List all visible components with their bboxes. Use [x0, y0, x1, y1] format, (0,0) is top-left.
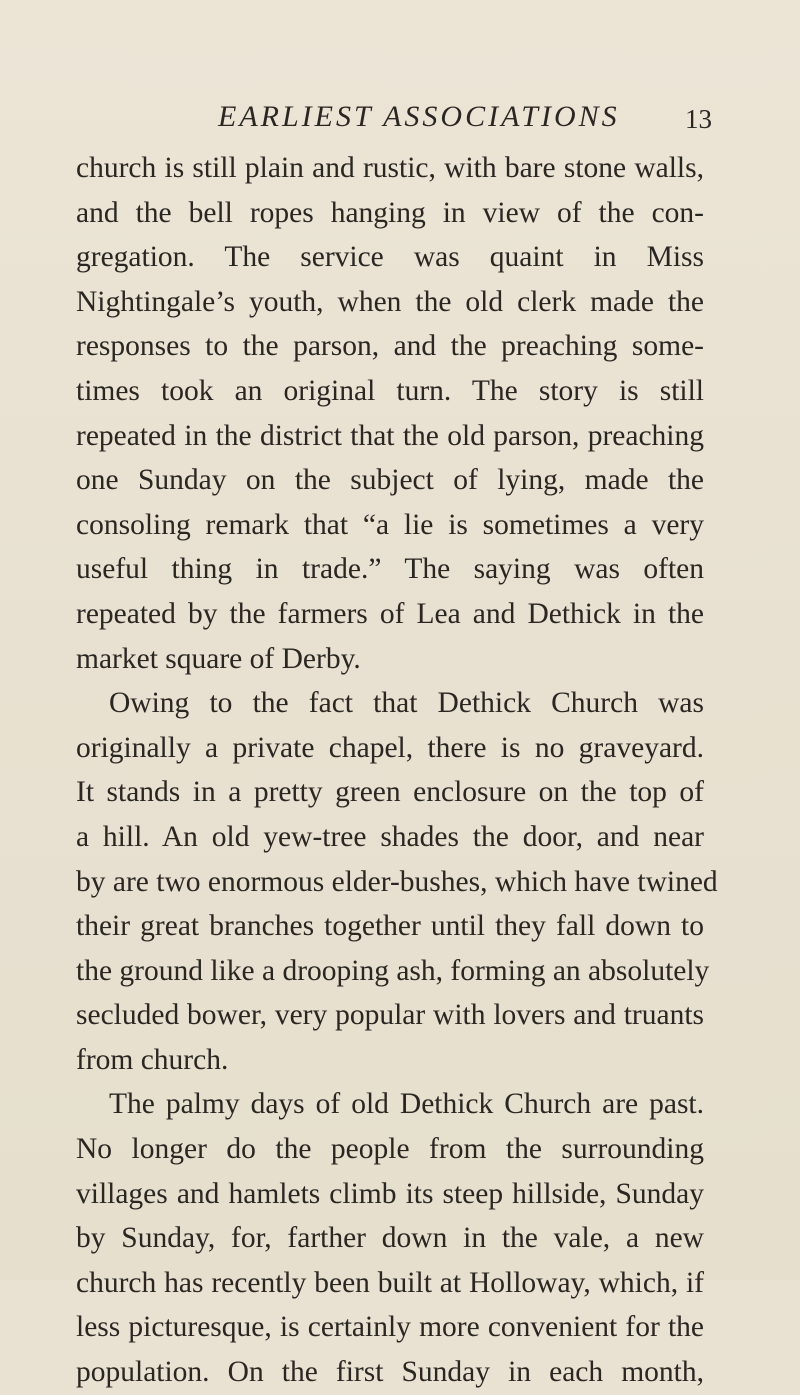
text-line: by are two enormous elder-bushes, which have twined [76, 865, 718, 898]
text-line: repeated by the farmers of Lea and Dethick in the [76, 597, 704, 630]
text-line: Nightingale’s youth, when the old clerk made the [76, 285, 704, 318]
text-line: gregation. The service was quaint in Miss [76, 241, 704, 274]
text-line: useful thing in trade.” The saying was often [76, 553, 704, 586]
text-line: consoling remark that “a lie is sometimes a very [76, 508, 704, 541]
text-line: one Sunday on the subject of lying, made the [76, 464, 704, 497]
running-head [0, 100, 800, 140]
page-number: 13 [685, 104, 712, 134]
text-line: secluded bower, very popular with lovers and truants [76, 999, 704, 1032]
text-line: from church. [76, 1043, 229, 1076]
text-line: originally a private chapel, there is no graveyard. [76, 731, 704, 764]
running-title: EARLIEST ASSOCIATIONS [218, 100, 620, 133]
text-line: repeated in the district that the old parson, preaching [76, 419, 704, 452]
text-line: responses to the parson, and the preaching some- [76, 330, 704, 363]
text-line: the ground like a drooping ash, forming an absolutely [76, 954, 710, 987]
text-line: church has recently been built at Holloway, which, if [76, 1266, 704, 1299]
text-line: less picturesque, is certainly more convenient for the [76, 1311, 704, 1344]
text-line: and the bell ropes hanging in view of the con- [76, 196, 704, 229]
text-line: The palmy days of old Dethick Church are past. [109, 1088, 704, 1121]
text-line: times took an original turn. The story is still [76, 374, 704, 407]
text-line: market square of Derby. [76, 642, 361, 675]
text-line: No longer do the people from the surrounding [76, 1133, 704, 1166]
text-line: villages and hamlets climb its steep hillside, Sunday [76, 1177, 704, 1210]
text-line: It stands in a pretty green enclosure on the top of [76, 776, 704, 809]
body-text [76, 146, 718, 1395]
text-line: population. On the first Sunday in each month, [76, 1356, 704, 1389]
text-line: a hill. An old yew-tree shades the door, and near [76, 820, 704, 853]
text-line: church is still plain and rustic, with bare stone walls, [76, 152, 704, 184]
text-line: Owing to the fact that Dethick Church was [109, 687, 704, 720]
text-line: by Sunday, for, farther down in the vale, a new [76, 1222, 704, 1255]
text-line: their great branches together until they fall down to [76, 910, 704, 943]
